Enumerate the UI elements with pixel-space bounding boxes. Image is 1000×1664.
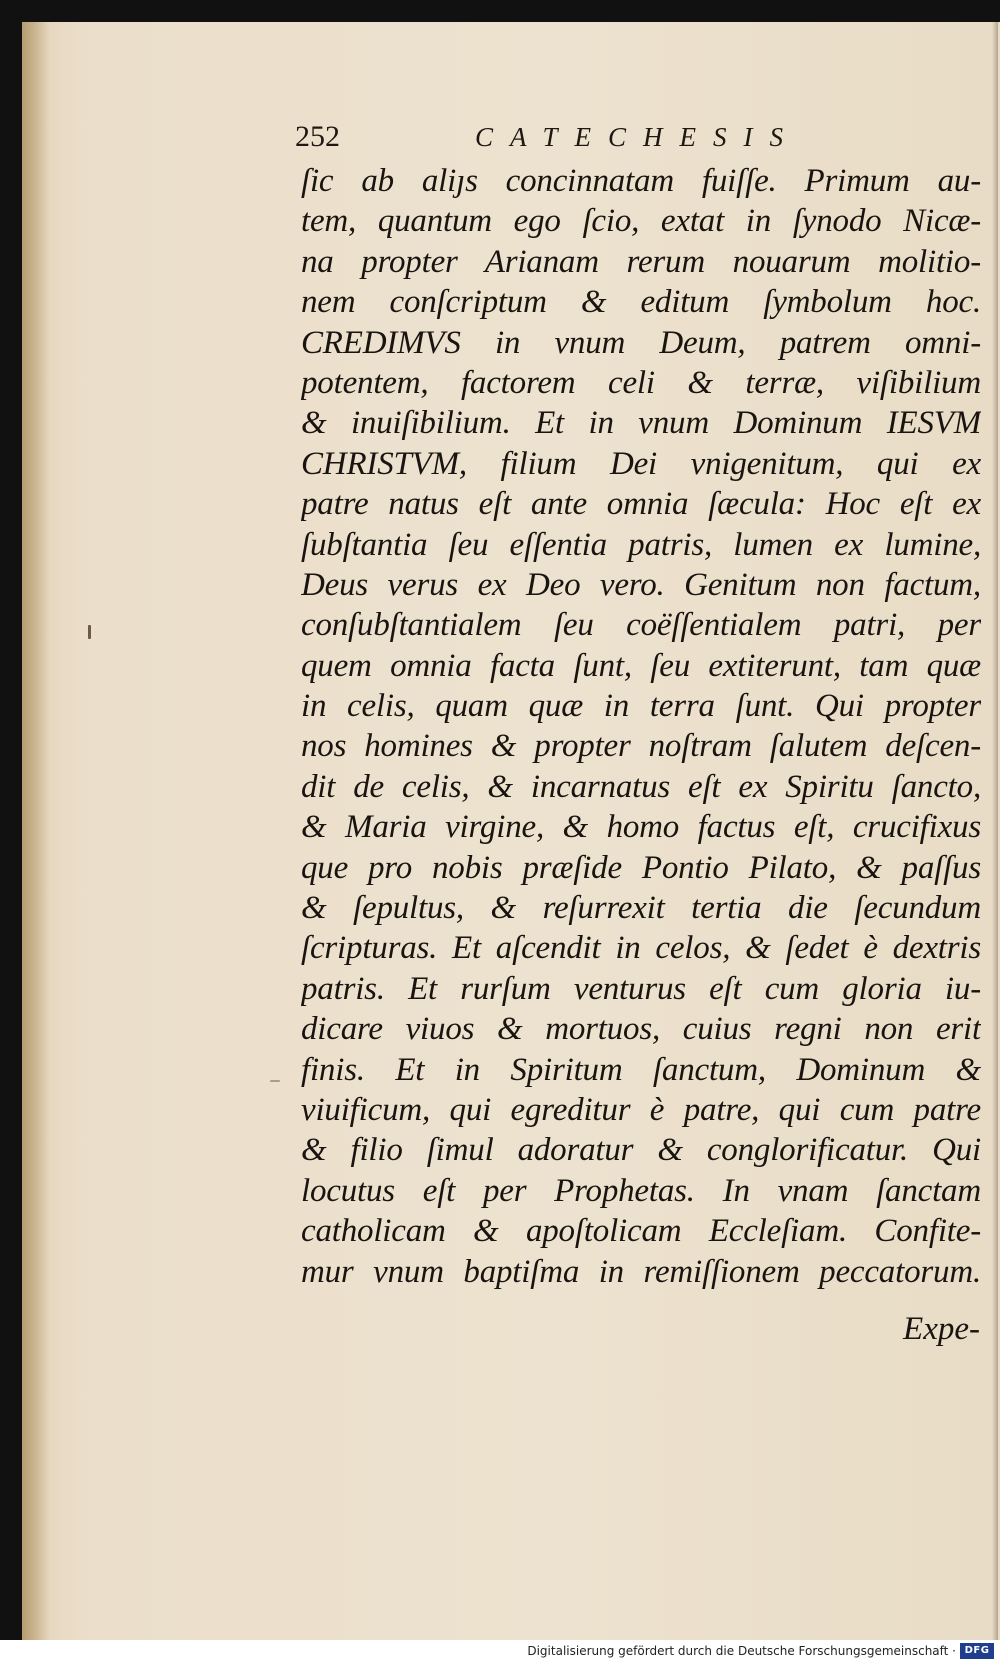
body-text	[301, 161, 981, 1292]
digitization-footer	[0, 1640, 1000, 1664]
text-line: CREDIMVS in vnum Deum, patrem omni-	[301, 324, 981, 361]
text-line: patre natus eſt ante omnia ſæcula: Hoc eſt ex	[301, 486, 981, 523]
text-line: finis. Et in Spiritum ſanctum, Dominum &	[301, 1051, 981, 1088]
catchword: Expe-	[903, 1311, 980, 1347]
text-line: & ſepultus, & reſurrexit tertia die ſecundum	[301, 890, 981, 927]
text-line: quem omnia facta ſunt, ſeu extiterunt, tam quæ	[301, 647, 981, 684]
running-header	[295, 120, 855, 156]
text-line: patris. Et rurſum venturus eſt cum gloria iu-	[301, 970, 981, 1007]
text-line: locutus eſt per Prophetas. In vnam ſanctam	[301, 1172, 981, 1209]
text-line: CHRISTVM, filium Dei vnigenitum, qui ex	[301, 445, 981, 482]
text-line: potentem, factorem celi & terræ, viſibilium	[301, 364, 981, 401]
text-line: dicare viuos & mortuos, cuius regni non erit	[301, 1011, 981, 1048]
text-line: tem, quantum ego ſcio, extat in ſynodo Nicæ-	[301, 203, 981, 240]
text-line: ſubſtantia ſeu eſſentia patris, lumen ex lumine,	[301, 526, 981, 563]
page-edge-shadow	[22, 22, 50, 1640]
text-line: & Maria virgine, & homo factus eſt, crucifixus	[301, 809, 981, 846]
text-line: dit de celis, & incarnatus eſt ex Spiritu ſancto,	[301, 768, 981, 805]
text-line: in celis, quam quæ in terra ſunt. Qui propter	[301, 688, 981, 725]
text-line: nem conſcriptum & editum ſymbolum hoc.	[301, 284, 981, 321]
text-line: conſubſtantialem ſeu coëſſentialem patri, per	[301, 607, 981, 644]
running-title: CATECHESIS	[475, 122, 800, 152]
text-line: viuificum, qui egreditur è patre, qui cum patre	[301, 1091, 981, 1128]
funding-credit: Digitalisierung gefördert durch die Deutsche Forschungsgemeinschaft ·	[527, 1644, 956, 1658]
text-line: que pro nobis præſide Pontio Pilato, & paſſus	[301, 849, 981, 886]
text-line: na propter Arianam rerum nouarum molitio-	[301, 243, 981, 280]
text-line: ſcripturas. Et aſcendit in celos, & ſedet è dextris	[301, 930, 981, 967]
page-blemish	[270, 1080, 280, 1082]
page-number: 252	[295, 120, 340, 153]
text-line: catholicam & apoſtolicam Eccleſiam. Confite-	[301, 1213, 981, 1250]
dfg-logo: DFG	[960, 1643, 994, 1659]
page-blemish	[88, 625, 91, 639]
text-line: & inuiſibilium. Et in vnum Dominum IESVM	[301, 405, 981, 442]
text-line: & filio ſimul adoratur & conglorificatur. Qui	[301, 1132, 981, 1169]
text-line: mur vnum baptiſma in remiſſionem peccatorum.	[301, 1253, 981, 1290]
text-line: ſic ab aliȷs concinnatam fuiſſe. Primum au-	[301, 163, 981, 199]
text-line: Deus verus ex Deo vero. Genitum non factum,	[301, 566, 981, 603]
gutter-shadow	[992, 22, 998, 1640]
text-line: nos homines & propter noſtram ſalutem deſcen-	[301, 728, 981, 765]
